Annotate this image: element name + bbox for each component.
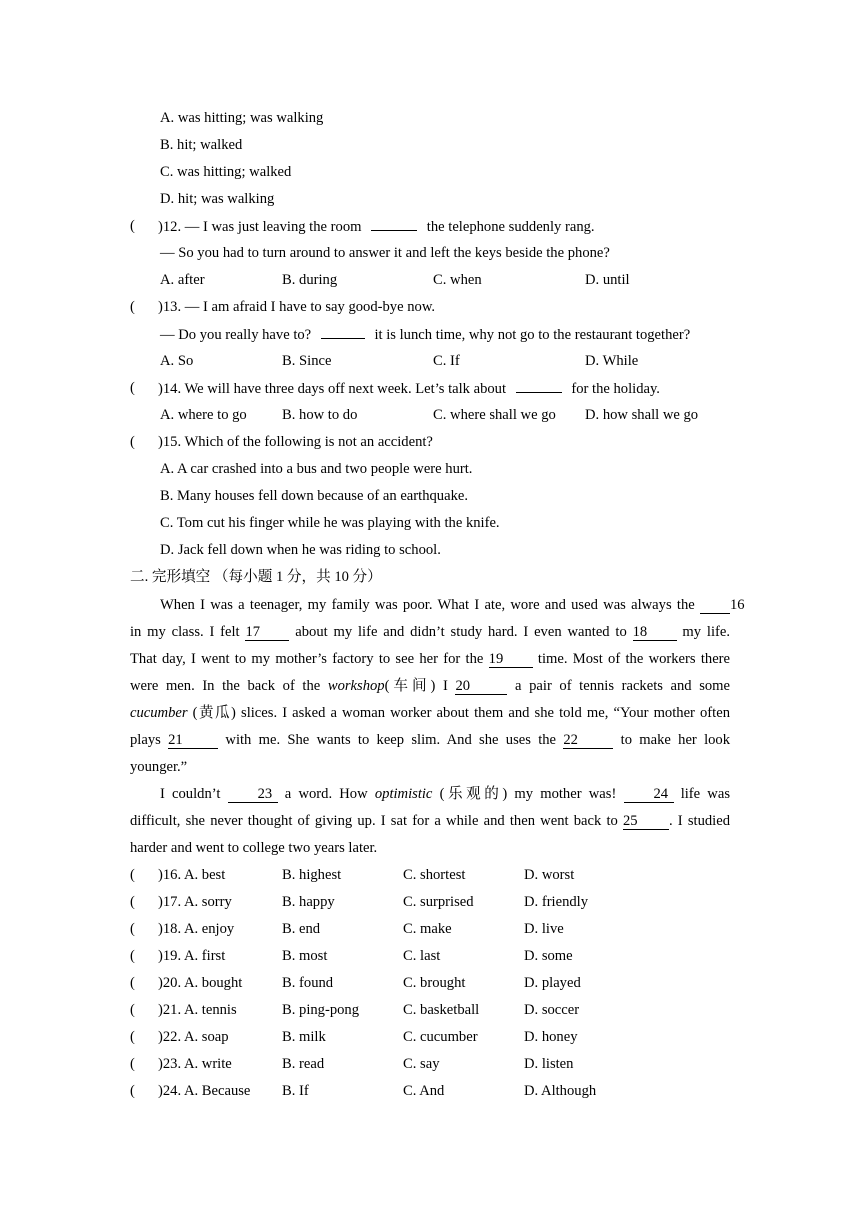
q14-text: )14. We will have three days off next week. Let’s talk about xyxy=(158,381,507,397)
cloze-option-b: B. read xyxy=(282,1056,325,1072)
passage-text: (黄瓜) slices. I asked a woman worker about them and she told me, “Your mother often xyxy=(192,705,730,721)
answer-paren: ( xyxy=(130,921,135,937)
blank-22[interactable]: 22 xyxy=(563,732,613,749)
answer-paren: ( xyxy=(130,948,135,964)
cloze-option-c: C. make xyxy=(403,921,452,937)
answer-paren: ( xyxy=(130,434,135,450)
passage-text: in my class. I felt xyxy=(130,624,240,640)
q13-option-c: C. If xyxy=(433,353,460,369)
answer-paren: ( xyxy=(130,299,135,315)
q13-option-a: A. So xyxy=(160,353,194,369)
cloze-option-b: B. highest xyxy=(282,867,342,883)
q13-blank[interactable] xyxy=(321,325,365,339)
answer-paren: ( xyxy=(130,1083,135,1099)
passage-line xyxy=(130,596,745,614)
cloze-option-d: D. listen xyxy=(524,1056,574,1072)
blank-16[interactable]: 16 xyxy=(700,597,730,614)
q14-option-d: D. how shall we go xyxy=(585,407,699,423)
cloze-option-a: )23. A. write xyxy=(158,1056,232,1072)
cloze-option-a: )18. A. enjoy xyxy=(158,921,235,937)
passage-line xyxy=(130,623,730,641)
passage-line xyxy=(130,650,730,668)
answer-paren: ( xyxy=(130,218,135,234)
q11-option-c: C. was hitting; walked xyxy=(160,164,292,180)
passage-line xyxy=(130,731,730,749)
q11-option-a: A. was hitting; was walking xyxy=(160,110,324,126)
q13-text: )13. — I am afraid I have to say good-bye now. xyxy=(158,299,436,315)
passage-text: (乐观的) my mother was! xyxy=(439,786,617,802)
q12-option-b: B. during xyxy=(282,272,338,288)
cloze-option-c: C. say xyxy=(403,1056,440,1072)
cloze-option-a: )24. A. Because xyxy=(158,1083,251,1099)
q12-option-d: D. until xyxy=(585,272,630,288)
cloze-option-b: B. happy xyxy=(282,894,335,910)
passage-line xyxy=(130,785,730,803)
cloze-option-b: B. end xyxy=(282,921,321,937)
passage-italic-word: cucumber xyxy=(130,705,188,721)
blank-21[interactable]: 21 xyxy=(168,732,218,749)
q14-text-post: for the holiday. xyxy=(571,381,660,397)
cloze-option-c: C. shortest xyxy=(403,867,466,883)
cloze-option-d: D. some xyxy=(524,948,573,964)
q12-blank[interactable] xyxy=(371,217,417,231)
passage-italic-word: workshop xyxy=(327,678,385,694)
cloze-option-d: D. Although xyxy=(524,1083,597,1099)
cloze-option-d: D. friendly xyxy=(524,894,589,910)
blank-24[interactable]: 24 xyxy=(624,786,674,803)
q13-line2-post: it is lunch time, why not go to the restaurant together? xyxy=(374,327,691,343)
q11-option-d: D. hit; was walking xyxy=(160,191,275,207)
cloze-option-c: C. last xyxy=(403,948,441,964)
blank-25[interactable]: 25 xyxy=(623,813,669,830)
q15-option-d: D. Jack fell down when he was riding to school. xyxy=(160,542,441,558)
q14-option-a: A. where to go xyxy=(160,407,247,423)
passage-text: with me. She wants to keep slim. And she uses the xyxy=(225,732,557,748)
passage-text: That day, I went to my mother’s factory to see her for the xyxy=(130,651,484,667)
passage-text: to make her look xyxy=(620,732,731,748)
passage-text: my life. xyxy=(682,624,730,640)
q12-option-c: C. when xyxy=(433,272,482,288)
q11-option-b: B. hit; walked xyxy=(160,137,243,153)
cloze-option-a: )17. A. sorry xyxy=(158,894,232,910)
q13-line2-pre: — Do you really have to? xyxy=(160,327,312,343)
blank-17[interactable]: 17 xyxy=(245,624,289,641)
passage-italic-word: optimistic xyxy=(374,786,433,802)
passage-text: a pair of tennis rackets and some xyxy=(515,678,731,694)
cloze-option-a: )19. A. first xyxy=(158,948,226,964)
q12-option-a: A. after xyxy=(160,272,205,288)
cloze-option-b: B. ping-pong xyxy=(282,1002,360,1018)
answer-paren: ( xyxy=(130,1029,135,1045)
blank-20[interactable]: 20 xyxy=(455,678,507,695)
cloze-option-a: )20. A. bought xyxy=(158,975,243,991)
q15-text: )15. Which of the following is not an accident? xyxy=(158,434,433,450)
passage-line xyxy=(130,812,730,830)
cloze-option-c: C. brought xyxy=(403,975,466,991)
answer-paren: ( xyxy=(130,1002,135,1018)
cloze-option-d: D. soccer xyxy=(524,1002,580,1018)
cloze-option-b: B. milk xyxy=(282,1029,326,1045)
cloze-option-c: C. And xyxy=(403,1083,445,1099)
answer-paren: ( xyxy=(130,975,135,991)
passage-line: harder and went to college two years later. xyxy=(130,840,378,856)
passage-text: I couldn’t xyxy=(160,786,221,802)
blank-18[interactable]: 18 xyxy=(633,624,677,641)
answer-paren: ( xyxy=(130,1056,135,1072)
answer-paren: ( xyxy=(130,380,135,396)
q12-text-post: the telephone suddenly rang. xyxy=(426,219,595,235)
cloze-option-d: D. worst xyxy=(524,867,575,883)
passage-text: about my life and didn’t study hard. I even wanted to xyxy=(295,624,627,640)
passage-text: plays xyxy=(130,732,161,748)
q15-option-c: C. Tom cut his finger while he was playing with the knife. xyxy=(160,515,500,531)
passage-text: life was xyxy=(680,786,731,802)
q15-option-b: B. Many houses fell down because of an earthquake. xyxy=(160,488,468,504)
passage-text: difficult, she never thought of giving up. I sat for a while and then went back to xyxy=(130,813,618,829)
cloze-option-c: C. cucumber xyxy=(403,1029,478,1045)
q12-text: )12. — I was just leaving the room xyxy=(158,219,362,235)
passage-line: younger.” xyxy=(130,759,188,775)
cloze-option-c: C. surprised xyxy=(403,894,474,910)
passage-text: time. Most of the workers there xyxy=(537,651,731,667)
q14-option-c: C. where shall we go xyxy=(433,407,556,423)
q13-option-d: D. While xyxy=(585,353,639,369)
answer-paren: ( xyxy=(130,894,135,910)
passage-line xyxy=(130,704,730,722)
q13-option-b: B. Since xyxy=(282,353,332,369)
passage-text: (车间) I xyxy=(384,678,448,694)
cloze-option-a: )16. A. best xyxy=(158,867,226,883)
q15-option-a: A. A car crashed into a bus and two people were hurt. xyxy=(160,461,473,477)
blank-19[interactable]: 19 xyxy=(489,651,533,668)
cloze-option-d: D. honey xyxy=(524,1029,578,1045)
section-title: 二. 完形填空 （每小题 1 分，共 10 分） xyxy=(130,569,382,585)
q14-option-b: B. how to do xyxy=(282,407,358,423)
q13-line2 xyxy=(160,325,690,344)
passage-text: When I was a teenager, my family was poor. What I ate, wore and used was always the xyxy=(160,597,695,613)
passage-text: a word. How xyxy=(284,786,368,802)
passage-text: . I studied xyxy=(668,813,730,829)
answer-paren: ( xyxy=(130,867,135,883)
cloze-option-d: D. played xyxy=(524,975,581,991)
cloze-option-a: )21. A. tennis xyxy=(158,1002,237,1018)
blank-23[interactable]: 23 xyxy=(228,786,278,803)
cloze-option-c: C. basketball xyxy=(403,1002,480,1018)
passage-line xyxy=(130,677,730,695)
cloze-option-a: )22. A. soap xyxy=(158,1029,229,1045)
cloze-option-b: B. If xyxy=(282,1083,309,1099)
cloze-option-b: B. found xyxy=(282,975,334,991)
q12-line2: — So you had to turn around to answer it and left the keys beside the phone? xyxy=(160,245,610,261)
passage-text: were men. In the back of the xyxy=(130,678,321,694)
q14-blank[interactable] xyxy=(516,379,562,393)
cloze-option-b: B. most xyxy=(282,948,328,964)
cloze-option-d: D. live xyxy=(524,921,564,937)
